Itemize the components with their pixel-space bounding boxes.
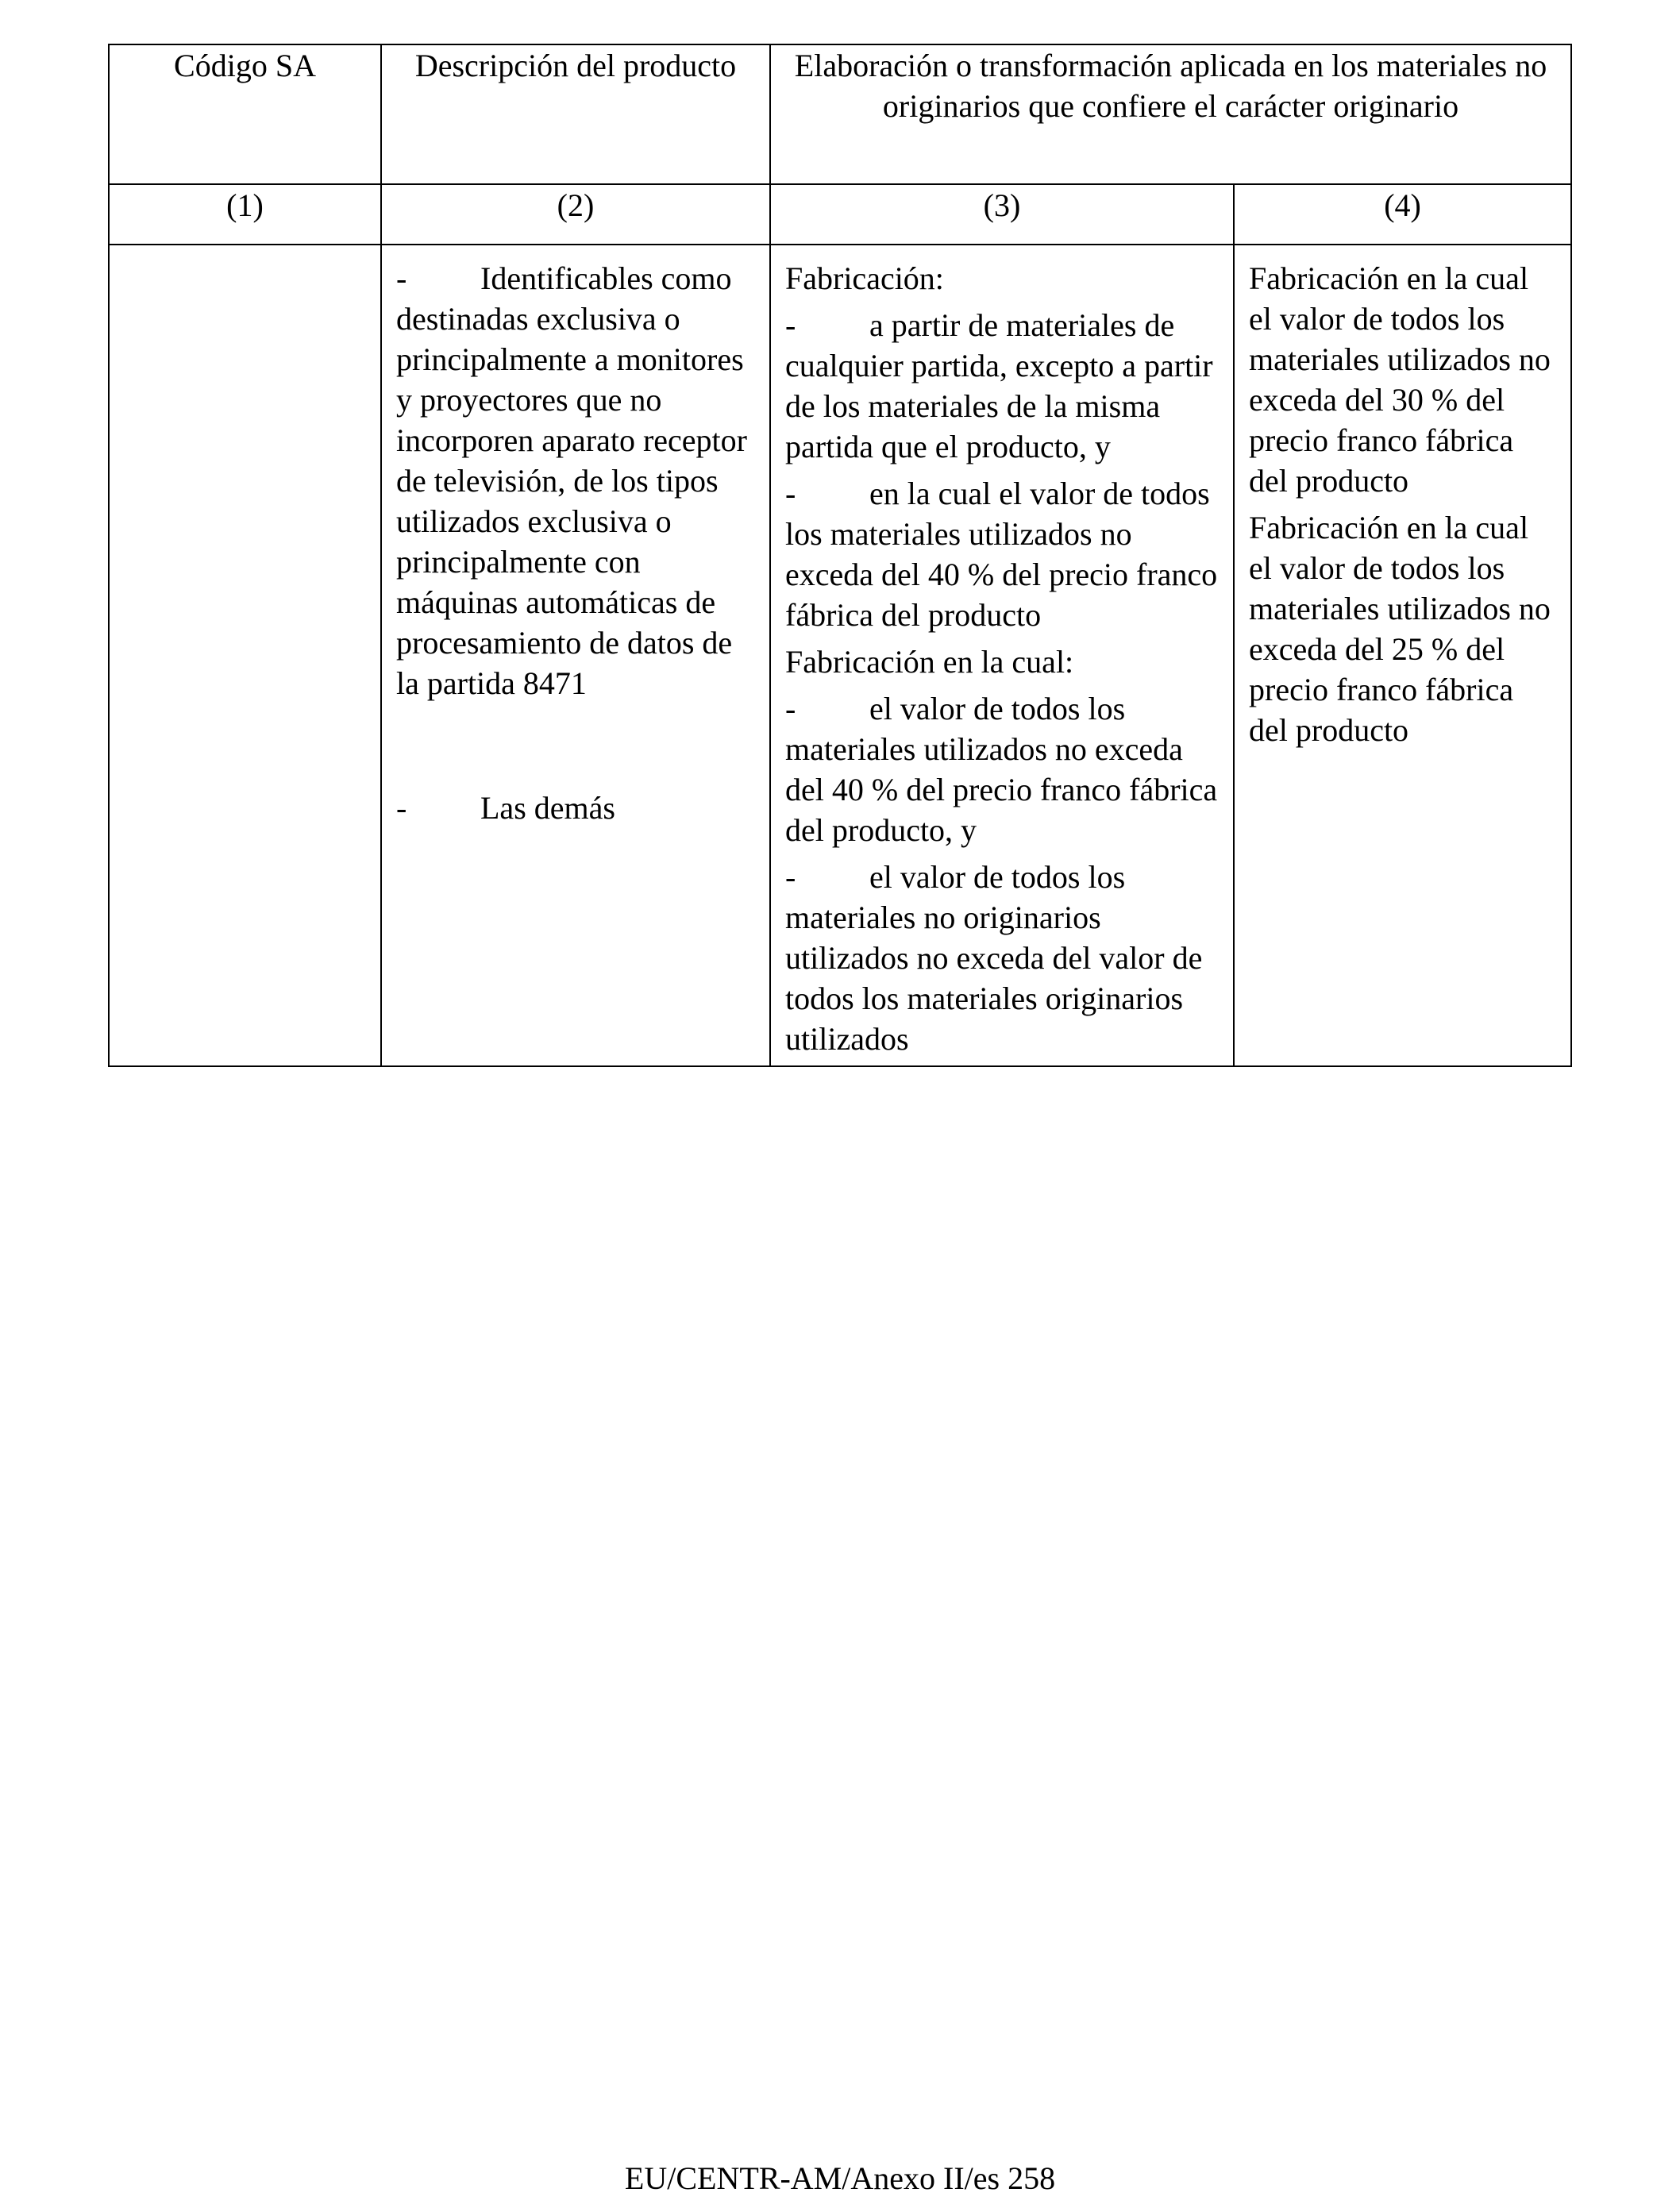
column-number-2: (2) xyxy=(381,184,770,245)
description-cell xyxy=(381,245,770,1066)
dash-marker: - xyxy=(785,307,796,343)
list-item xyxy=(785,473,1219,635)
dash-marker: - xyxy=(396,790,407,826)
column-number-4: (4) xyxy=(1234,184,1571,245)
description-text: Las demás xyxy=(480,790,615,826)
list-item xyxy=(396,258,755,703)
rule-text: en la cual el valor de todos los materiales utilizados no exceda del 40 % del precio franco fábrica del producto xyxy=(785,476,1218,633)
header-hs-code: Código SA xyxy=(109,44,381,184)
list-item xyxy=(785,857,1219,1059)
page-footer-reference: EU/CENTR-AM/Anexo II/es 258 xyxy=(624,2160,1056,2196)
dash-marker: - xyxy=(785,691,796,726)
dash-marker: - xyxy=(785,859,796,895)
hs-code-cell xyxy=(109,245,381,1066)
header-row xyxy=(109,44,1571,184)
alternative-rule-cell xyxy=(1234,245,1571,1066)
rules-table xyxy=(108,44,1572,1067)
rule-text: el valor de todos los materiales no originarios utilizados no exceda del valor de todos los materiales originarios utilizados xyxy=(785,859,1203,1057)
processing-rule-cell xyxy=(770,245,1234,1066)
column-number-row xyxy=(109,184,1571,245)
column-number-1: (1) xyxy=(109,184,381,245)
column-number-3: (3) xyxy=(770,184,1234,245)
rule-text: a partir de materiales de cualquier partida, excepto a partir de los materiales de la misma partida que el producto, y xyxy=(785,307,1213,464)
alternative-rule-text: Fabricación en la cual el valor de todos los materiales utilizados no exceda del 25 % del precio franco fábrica del producto xyxy=(1249,510,1551,748)
header-product-description: Descripción del producto xyxy=(381,44,770,184)
header-processing-rule: Elaboración o transformación aplicada en los materiales no originarios que confiere el carácter originario xyxy=(770,44,1571,184)
dash-marker: - xyxy=(785,476,796,511)
alternative-rule-text: Fabricación en la cual el valor de todos los materiales utilizados no exceda del 30 % del precio franco fábrica del producto xyxy=(1249,260,1551,499)
description-text: Identificables como destinadas exclusiva o principalmente a monitores y proyectores que no incorporen aparato receptor de televisión, de los tipos utilizados exclusiva o principalmente con máquinas automáticas de procesamiento de datos de la partida 8471 xyxy=(396,260,747,701)
dash-marker: - xyxy=(396,260,407,296)
list-item xyxy=(785,305,1219,467)
rule-intro: Fabricación: xyxy=(785,260,944,296)
table-row xyxy=(109,245,1571,1066)
list-item xyxy=(785,688,1219,850)
list-item xyxy=(396,788,755,828)
rule-intro: Fabricación en la cual: xyxy=(785,644,1074,680)
rule-text: el valor de todos los materiales utilizados no exceda del 40 % del precio franco fábrica del producto, y xyxy=(785,691,1218,848)
